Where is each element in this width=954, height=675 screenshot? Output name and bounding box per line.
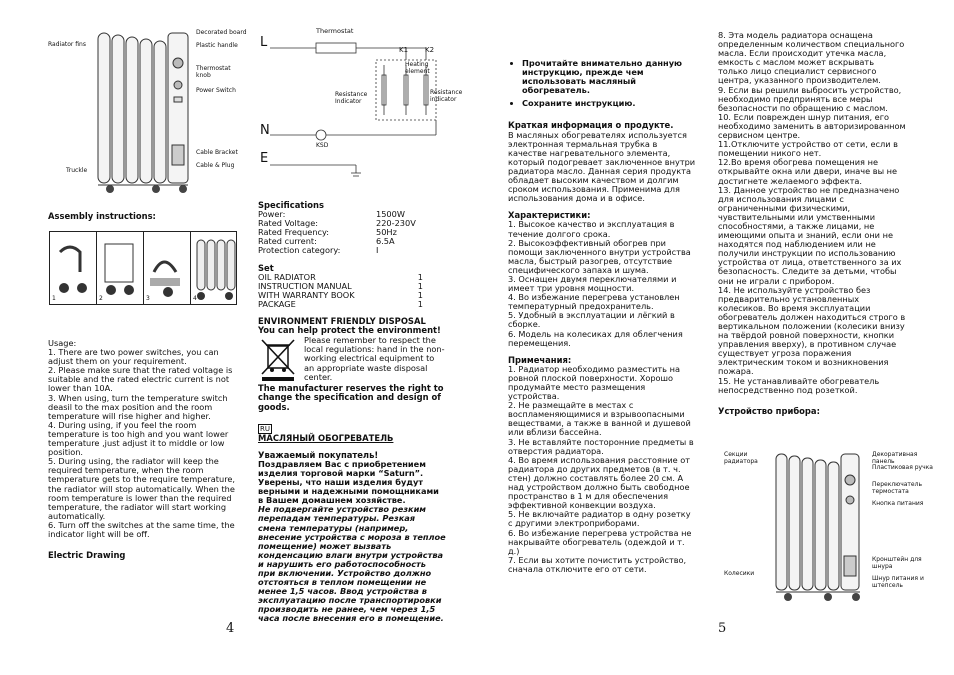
note-item: 7. Если вы хотите почистить устройство, сначала отключите его от сети. [508,554,687,574]
label-plastic-handle: Plastic handle [196,42,238,49]
label-k1: K1 [399,46,409,54]
usage-title: Usage: [48,338,77,348]
specifications-section [258,200,446,624]
feature-item: 1. Высокое качество и эксплуатация в течение долгого срока. [508,219,675,239]
ru-greeting: Уважаемый покупатель! [258,449,379,460]
note-item: 2. Не размещайте в местах с воспламеняющимися и взрывоопасными веществами, а также в ванной и душевой или вблизи бассейна. [508,400,691,438]
spec-row: Rated current: 6.5A [258,236,395,247]
notes-list [508,365,696,574]
label-thermostat-knob: Thermostat knob [196,65,231,79]
spec-row: Power: 1500W [258,209,405,220]
assembly-step-4: 4 [191,232,237,304]
note-item: 14. Не используйте устройство без предварительно установленных колесиков. Во время эксплуатации обогреватель должен находиться строго в вертикальном положении (колесики внизу на твёрдой ровной поверхности, кнопки управления вверху), в противном случае существует угроза поражения электрическим током и возникновения пожара. [718,284,906,377]
set-title: Set [258,262,274,273]
label-heating-element: Heating element [405,61,430,75]
note-item: 3. Не вставляйте посторонние предметы в отверстия радиатора. [508,436,694,456]
feature-item: 6. Модель на колесиках для облегчения перемещения. [508,328,683,348]
label-L: L [260,35,268,50]
label-radiator-fins: Radiator fins [48,41,86,48]
label-ru-fins: Секции радиатора [724,451,758,465]
env-title: ENVIRONMENT FRIENDLY DISPOSAL [258,316,426,327]
label-ru-thermostat: Переключатель термостата [872,481,922,495]
label-k2: K2 [425,46,435,54]
assembly-step-2: 2 [97,232,144,304]
label-E: E [260,151,269,166]
label-decorated-board: Decorated board [196,29,247,36]
brief-title: Краткая информация о продукте. [508,120,674,131]
notes-list-continued [718,31,906,395]
right-page-column-1 [508,33,696,574]
page-number-right: 5 [718,621,727,636]
note-item: 8. Эта модель радиатора оснащена определенным количеством специального масла. Если происходит утечка масла, емкость с маслом может вскрывать только лицо специалист сервисного центра, указанного производителем. [718,30,905,86]
feature-item: 4. Во избежание перегрева установлен температурный предохранитель. [508,292,680,312]
spec-row: Rated Frequency: 50Hz [258,227,397,238]
weee-bin-icon [258,336,304,384]
spec-row: Protection category: I [258,245,379,256]
note-item: 4. Во время использования расстояние от радиатора до других предметов (в т. ч. стен) должно составлять более 20 см. А над устройством должно быть свободное пространство в 1 м для обеспечения эффективной конвекции воздуха. [508,454,691,511]
note-item: 9. Если вы решили выбросить устройство, необходимо предпринять все меры безопасности по обращению с маслом. [718,84,902,113]
features-list [508,220,696,347]
ru-bullet-item: • Сохраните инструкцию. [522,99,696,108]
set-row: OIL RADIATOR 1 [258,271,423,282]
label-truckle: Truckle [66,167,88,174]
usage-item: 1. There are two power switches, you can adjust them on your requirement. [48,347,219,367]
radiator-illustration [88,25,198,195]
page-number-left: 4 [226,621,235,636]
label-power-switch: Power Switch [196,87,236,94]
label-cable-bracket: Cable Bracket [196,149,238,156]
feature-item: 2. Высокоэффективный обогрев при помощи заключенного внутри устройства масла, быстрый разогрев, отсутствие специфического запаха и шума. [508,237,691,275]
usage-list [48,348,236,539]
usage-item: 4. During using, if you feel the room temperature is too high and you want lower temperature ,just adjust it to middle or low position. [48,419,229,458]
usage-item: 2. Please make sure that the rated voltage is suitable and the rated electric current is not lower than 10A. [48,365,233,394]
assembly-step-3: 3 [144,232,191,304]
usage-item: 5. During using, the radiator will keep the required temperature, when the room temperature gets to the require temperature, the radiator will stop automatically. When the room temperature is lower than the required temperature, the radiator will start working automatically. [48,456,236,521]
feature-item: 3. Оснащен двумя переключателями и имеет три уровня мощности. [508,273,677,294]
assembly-diagram [49,231,237,305]
set-row: WITH WARRANTY BOOK 1 [258,289,423,300]
env-subtitle: You can help protect the environment! [258,325,441,336]
note-item: 10. Если поврежден шнур питания, его необходимо заменить в авторизированном сервисном центре. [718,111,906,141]
note-item: 12.Во время обогрева помещения не открывайте окна или двери, иначе вы не достигнете желаемого эффекта. [718,157,898,186]
note-item: 15. Не устанавливайте обогреватель непосредственно под розеткой. [718,375,880,395]
radiator-device-illustration [770,446,870,606]
note-item: 11.Отключите устройство от сети, если в помещении никого нет. [718,139,898,159]
label-ru-wheels: Колесики [724,570,755,577]
label-ksd: KSD [316,142,329,149]
note-item: 1. Радиатор необходимо разместить на ровной плоской поверхности. Хорошо продумайте место размещения устройства. [508,363,680,402]
label-thermostat: Thermostat [316,27,354,35]
ru-title: МАСЛЯНЫЙ ОБОГРЕВАТЕЛЬ [258,432,394,443]
device-title: Устройство прибора: [718,405,820,416]
note-item: 5. Не включайте радиатор в одну розетку с другими электроприборами. [508,509,691,529]
env-reserve: The manufacturer reserves the right to change the specification and design of goods. [258,383,444,412]
assembly-step-1: 1 [50,232,97,304]
label-cable-plug: Cable & Plug [196,162,235,169]
ru-intro: Поздравляем Вас с приобретением изделия торговой марки “Saturn”. Уверены, что наши изделия будут верными и надежными помощниками в Вашем домашнем хозяйстве. [258,458,439,506]
env-text: Please remember to respect the local regulations: hand in the non-working electrical equipment to an appropriate waste disposal center. [304,335,445,382]
label-resistance-indicator-right: Resistance indicator [430,89,463,103]
brief-text: В масляных обогревателях используется электронная термальная трубка в качестве нагревательного элемента, который подогревает заключенное внутри радиатора масло. Данная серия продукта обладает высоким качеством и долгим сроком использования. Применима для использования дома и в офисе. [508,129,696,204]
label-ru-power: Кнопка питания [872,500,924,507]
right-page-column-2 [718,31,906,416]
label-ru-handle: Пластиковая ручка [872,464,933,471]
set-row: PACKAGE 1 [258,298,423,309]
note-item: 6. Во избежание перегрева устройства не накрывайте обогреватель (одеждой и т. д.) [508,527,692,556]
ru-bullets [508,59,696,108]
lang-badge: RU [260,424,270,433]
label-ru-panel: Декоративная панель [872,451,918,465]
assembly-title: Assembly instructions: [48,211,156,221]
label-ru-cord: Шнур питания и штепсель [872,575,924,589]
feature-item: 5. Удобный в эксплуатации и лёгкий в сборке. [508,310,675,330]
label-ru-bracket: Кронштейн для шнура [872,556,922,570]
usage-section [48,339,236,560]
ru-bullet-item: • Прочитайте внимательно данную инструкцию, прежде чем использовать масляный обогреватель. [522,59,696,95]
notes-title: Примечания: [508,354,572,365]
features-title: Характеристики: [508,210,591,221]
specs-title: Specifications [258,200,324,210]
note-item: 13. Данное устройство не предназначено для использования лицами с ограниченными физическими, чувствительными или умственными способностями, а также лицами, не имеющими опыта и знаний, если они не находятся под наблюдением или не получили инструкции по использованию устройства от лица, ответственного за их безопасность. Следите за детьми, чтобы они не играли с прибором. [718,184,902,286]
usage-item: 3. When using, turn the temperature switch deasil to the max position and the room temperature will rise higher and higher. [48,392,228,421]
label-resistance-indicator-left: Resistance Indicator [335,91,368,105]
electric-drawing-title: Electric Drawing [48,550,126,561]
set-row: INSTRUCTION MANUAL 1 [258,280,423,291]
usage-item: 6. Turn off the switches at the same time, the indicator light will be off. [48,519,235,539]
ru-warning: Не подвергайте устройство резким перепадам температуры. Резкая смена температуры (например, внесение устройства с мороза в теплое помещение) может вызвать конденсацию влаги внутри устройства и нарушить его работоспособность при включении. Устройство должно отстояться в теплом помещении не менее 1,5 часов. Ввод устройства в эксплуатацию после транспортировки производить не ранее, чем через 1,5 часа после внесения его в помещение. [258,504,446,624]
label-N: N [260,123,270,138]
spec-row: Rated Voltage: 220-230V [258,218,416,229]
